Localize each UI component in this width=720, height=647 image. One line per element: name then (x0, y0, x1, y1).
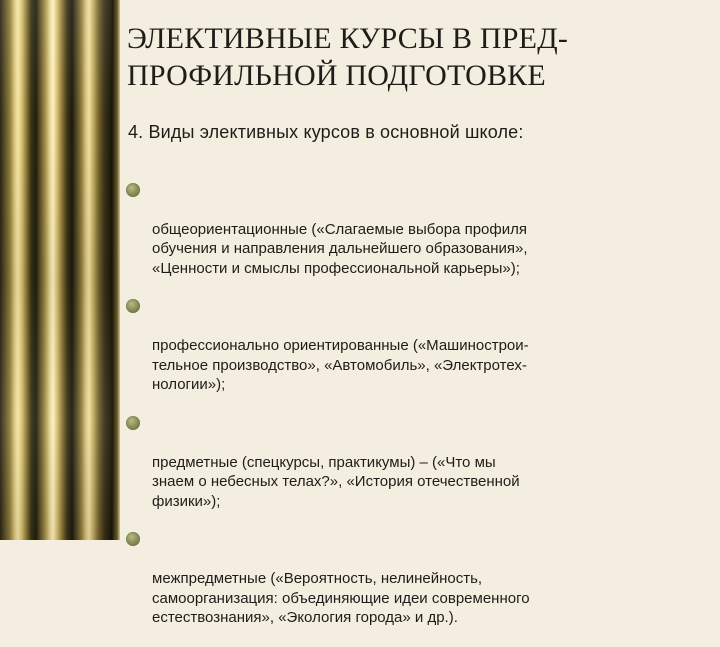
bullet-item-interdisciplinary (126, 530, 711, 646)
bullet-text: предметные (спецкурсы, практикумы) – («Что мы знаем о небесных телах?», «История отечественной физики»); (152, 453, 520, 510)
slide-content (120, 0, 720, 626)
decorative-left-band (0, 0, 112, 540)
slide-title: ЭЛЕКТИВНЫЕ КУРСЫ В ПРЕД- ПРОФИЛЬНОЙ ПОДГОТОВКЕ (127, 22, 569, 92)
bullet-text: профессионально ориентированные («Машинострои- тельное производство», «Автомобиль», «Электротех- нологии»); (152, 337, 529, 394)
bullet-list (126, 181, 711, 647)
bullet-icon (126, 299, 140, 313)
bullet-text: межпредметные («Вероятность, нелинейность, самоорганизация: объединяющие идеи современного естествознания», «Экология города» и др.). (152, 570, 530, 626)
bullet-icon (126, 183, 140, 197)
bullet-item-professional-oriented (126, 297, 711, 413)
left-band-separator (112, 0, 120, 540)
bullet-text: общеориентационные («Слагаемые выбора профиля обучения и направления дальнейшего образования», «Ценности и смыслы профессиональной карьеры»); (152, 220, 528, 277)
bullet-item-subject (126, 414, 711, 530)
bullet-icon (126, 532, 140, 546)
bullet-item-general-orientation (126, 181, 711, 297)
slide-subtitle: 4. Виды элективных курсов в основной школе: (128, 122, 524, 142)
bullet-icon (126, 416, 140, 430)
